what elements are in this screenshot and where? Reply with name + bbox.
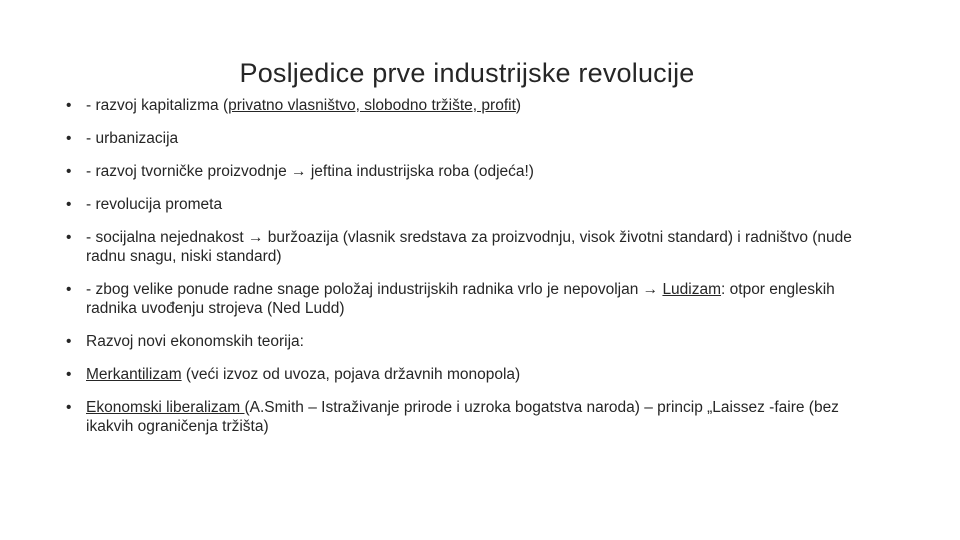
bullet-item [66,365,886,384]
bullet-dot: • [66,333,72,350]
bullet-dot: • [66,196,72,213]
bullet-item [66,332,886,351]
bullet-dot: • [66,130,72,147]
bullet-text: - razvoj tvorničke proizvodnje → jeftina industrijska roba (odjeća!) [86,163,534,180]
bullet-text: - razvoj kapitalizma ( [86,97,229,114]
bullet-text: - urbanizacija [86,130,179,147]
bullet-item [66,96,886,115]
bullet-dot: • [66,163,72,180]
bullet-dot: • [66,366,72,383]
bullet-dot: • [66,281,72,298]
bullet-item [66,398,886,436]
bullet-underlined-text: Ludizam [662,281,722,298]
bullet-text: Razvoj novi ekonomskih teorija: [86,333,304,350]
bullet-item [66,280,886,318]
bullet-item [66,129,886,148]
bullet-dot: • [66,97,72,114]
bullet-text: - socijalna nejednakost → buržoazija (vlasnik sredstava za proizvodnju, visok životni standard) i radništvo (nude radnu snagu, niski standard) [86,229,852,265]
bullet-list [66,96,886,450]
bullet-underlined-text: Merkantilizam [86,366,182,383]
bullet-dot: • [66,399,72,416]
bullet-text-after: : otpor engleskih radnika uvođenju strojeva (Ned Ludd) [86,281,835,317]
bullet-item [66,195,886,214]
bullet-text: - revolucija prometa [86,196,223,213]
bullet-text-after: (A.Smith – Istraživanje prirode i uzroka bogatstva naroda) – princip „Laissez -faire (bez ikakvih ograničenja tržišta) [86,399,839,435]
slide-title: Posljedice prve industrijske revolucije [239,58,695,89]
bullet-text-after: ) [515,97,522,114]
bullet-underlined-text: Ekonomski liberalizam [86,399,245,416]
bullet-text-after: (veći izvoz od uvoza, pojava državnih monopola) [181,366,521,383]
bullet-text: - zbog velike ponude radne snage položaj industrijskih radnika vrlo je nepovoljan → [86,281,663,298]
bullet-item [66,162,886,181]
bullet-underlined-text: privatno vlasništvo, slobodno tržište, profit [228,97,516,114]
bullet-item [66,228,886,266]
bullet-dot: • [66,229,72,246]
